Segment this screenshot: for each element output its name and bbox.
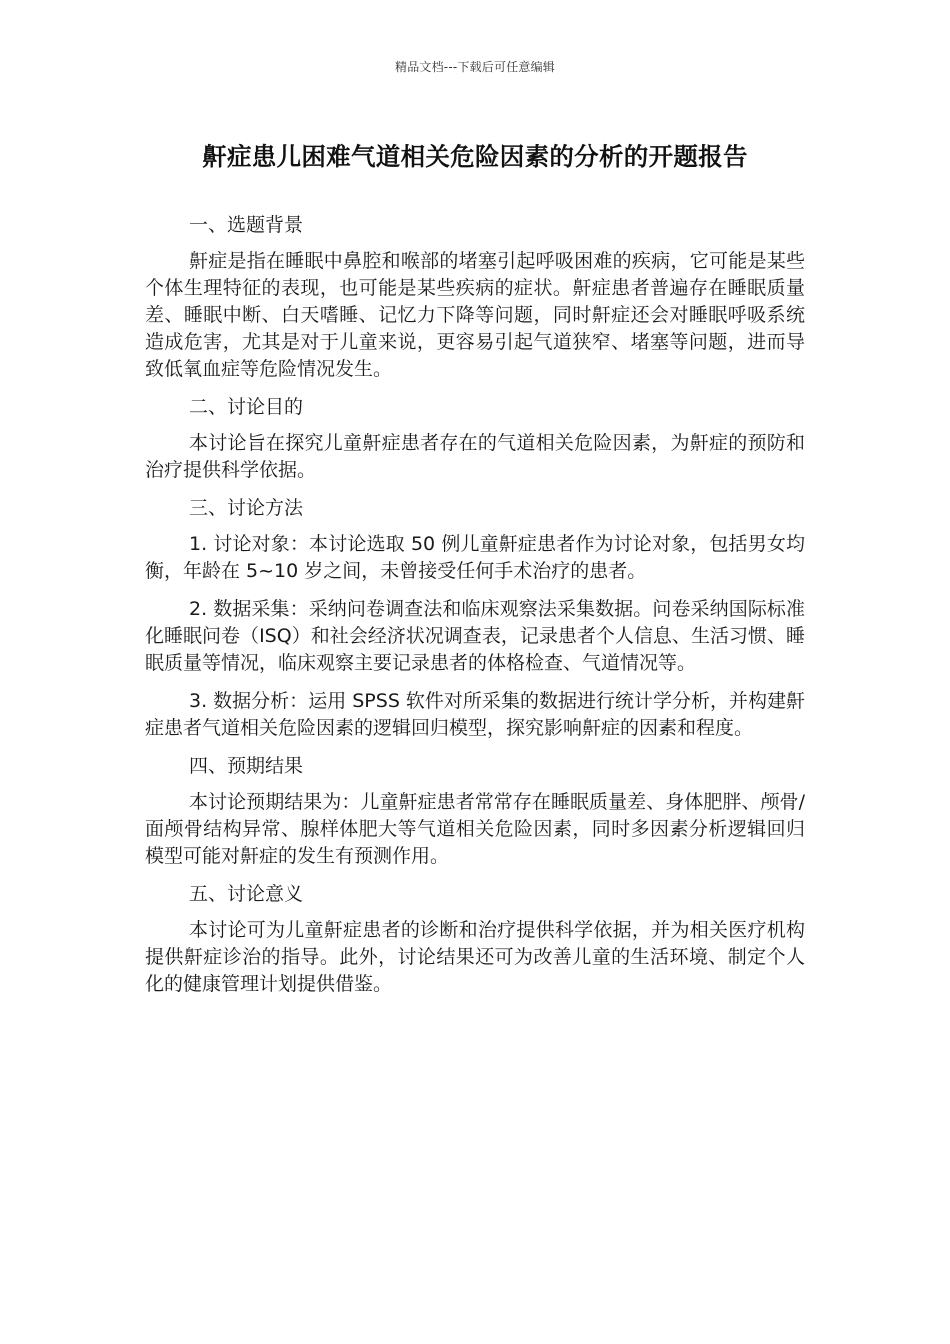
section-heading-background: 一、选题背景 — [189, 214, 304, 236]
document-body — [145, 212, 805, 1009]
paragraph-significance: 本讨论可为儿童鼾症患者的诊断和治疗提供科学依据，并为相关医疗机构提供鼾症诊治的指导。此外，讨论结果还可为改善儿童的生活环境、制定个人化的健康管理计划提供借鉴。 — [145, 919, 805, 995]
paragraph-methods-data-analysis: 3. 数据分析：运用 SPSS 软件对所采集的数据进行统计学分析，并构建鼾症患者气道相关危险因素的逻辑回归模型，探究影响鼾症的因素和程度。 — [145, 690, 805, 739]
section-heading-purpose: 二、讨论目的 — [189, 396, 304, 418]
paragraph-methods-data-collection: 2. 数据采集：采纳问卷调查法和临床观察法采集数据。问卷采纳国际标准化睡眠问卷（ISQ）和社会经济状况调查表，记录患者个人信息、生活习惯、睡眠质量等情况，临床观察主要记录患者的体格检查、气道情况等。 — [145, 598, 805, 674]
document-title: 鼾症患儿困难气道相关危险因素的分析的开题报告 — [202, 142, 748, 171]
paragraph-methods-subjects: 1. 讨论对象：本讨论选取 50 例儿童鼾症患者作为讨论对象，包括男女均衡，年龄在 5~10 岁之间，未曾接受任何手术治疗的患者。 — [145, 533, 805, 582]
section-heading-methods: 三、讨论方法 — [189, 497, 304, 519]
paragraph-purpose: 本讨论旨在探究儿童鼾症患者存在的气道相关危险因素，为鼾症的预防和治疗提供科学依据。 — [145, 432, 805, 481]
section-heading-expected-results: 四、预期结果 — [189, 755, 304, 777]
header-note: 精品文档---下载后可任意编辑 — [395, 60, 555, 74]
section-heading-significance: 五、讨论意义 — [189, 883, 304, 905]
paragraph-background: 鼾症是指在睡眠中鼻腔和喉部的堵塞引起呼吸困难的疾病，它可能是某些个体生理特征的表现，也可能是某些疾病的症状。鼾症患者普遍存在睡眠质量差、睡眠中断、白天嗜睡、记忆力下降等问题，同时鼾症还会对睡眠呼吸系统造成危害，尤其是对于儿童来说，更容易引起气道狭窄、堵塞等问题，进而导致低氧血症等危险情况发生。 — [145, 250, 805, 380]
paragraph-expected-results: 本讨论预期结果为：儿童鼾症患者常常存在睡眠质量差、身体肥胖、颅骨/面颅骨结构异常、腺样体肥大等气道相关危险因素，同时多因素分析逻辑回归模型可能对鼾症的发生有预测作用。 — [145, 791, 805, 867]
